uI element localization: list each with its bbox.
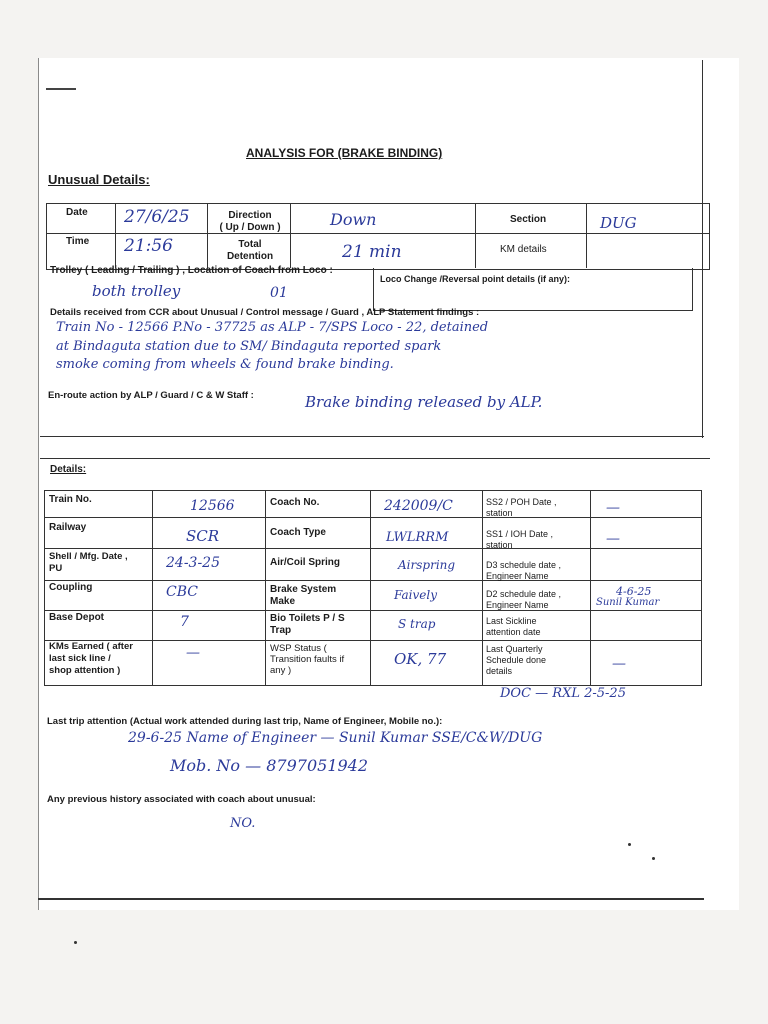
ccr-line-3: smoke coming from wheels & found brake binding. xyxy=(56,357,394,372)
date-value: 27/6/25 xyxy=(124,207,190,227)
shell-mfg-value: 24-3-25 xyxy=(166,555,220,571)
grid-line xyxy=(370,490,371,685)
shell-mfg-label: Shell / Mfg. Date , PU xyxy=(49,551,128,574)
doc-note: DOC — RXL 2-5-25 xyxy=(500,686,626,701)
pen-mark xyxy=(46,88,76,90)
grid-line xyxy=(207,203,208,268)
time-value: 21:56 xyxy=(124,236,173,256)
date-label: Date xyxy=(66,207,88,218)
grid-line xyxy=(44,517,701,518)
kms-earned-label: KMs Earned ( after last sick line / shop attention ) xyxy=(49,641,133,676)
detention-label: Total Detention xyxy=(226,239,274,262)
section-label: Section xyxy=(510,214,547,225)
grid-line xyxy=(115,203,116,268)
ccr-line-1: Train No - 12566 P.No - 37725 as ALP - 7/SPS Loco - 22, detained xyxy=(56,320,489,335)
details-heading: Details: xyxy=(50,464,87,475)
railway-label: Railway xyxy=(49,522,87,533)
page-border xyxy=(702,60,703,438)
ss2-label: SS2 / POH Date , station xyxy=(486,497,557,518)
ccr-line-2: at Bindaguta station due to SM/ Bindaguta reported spark xyxy=(56,339,442,354)
coach-no-value: 242009/C xyxy=(384,498,453,514)
last-trip-line-1: 29-6-25 Name of Engineer — Sunil Kumar SSE/C&W/DUG xyxy=(128,730,543,746)
grid-line xyxy=(590,490,591,685)
brake-system-value: Faively xyxy=(394,588,438,602)
direction-label: Direction ( Up / Down ) xyxy=(219,210,281,233)
wsp-status-label: WSP Status ( Transition faults if any ) xyxy=(270,643,345,676)
ss2-value: — xyxy=(606,500,620,516)
coupling-label: Coupling xyxy=(49,582,93,593)
grid-line xyxy=(44,640,701,641)
train-no-value: 12566 xyxy=(190,498,235,514)
spring-value: Airspring xyxy=(398,558,456,572)
coach-type-value: LWLRRM xyxy=(386,530,449,545)
enroute-label: En-route action by ALP / Guard / C & W Staff : xyxy=(48,390,254,401)
last-trip-line-2: Mob. No — 8797051942 xyxy=(170,756,369,775)
bottom-border xyxy=(38,898,704,900)
quarterly-label: Last Quarterly Schedule done details xyxy=(486,644,547,676)
grid-line xyxy=(46,233,710,234)
history-value: NO. xyxy=(230,816,256,831)
ss1-label: SS1 / IOH Date , station xyxy=(486,529,554,550)
history-label: Any previous history associated with coach about unusual: xyxy=(47,794,316,805)
grid-line xyxy=(482,490,483,685)
ss1-value: — xyxy=(606,531,620,547)
grid-line xyxy=(692,268,693,310)
document-title: ANALYSIS FOR (BRAKE BINDING) xyxy=(246,146,443,160)
train-no-label: Train No. xyxy=(49,494,92,505)
section-divider xyxy=(40,458,710,459)
base-depot-label: Base Depot xyxy=(49,612,105,623)
grid-line xyxy=(152,490,153,685)
d2-engineer-name: Sunil Kumar xyxy=(596,597,660,608)
location-value: 01 xyxy=(270,285,288,301)
details-grid xyxy=(44,490,702,686)
coupling-value: CBC xyxy=(166,584,198,600)
grid-line xyxy=(44,548,701,549)
last-trip-label: Last trip attention (Actual work attended during last trip, Name of Engineer, Mobile no.): xyxy=(47,716,443,727)
ink-dot xyxy=(74,941,77,944)
ink-dot xyxy=(628,843,631,846)
grid-line xyxy=(44,610,701,611)
brake-system-label: Brake System Make xyxy=(270,584,337,607)
direction-value: Down xyxy=(330,210,377,229)
quarterly-value: — xyxy=(612,656,626,672)
bio-toilets-value: S trap xyxy=(398,617,436,631)
wsp-status-value: OK, 77 xyxy=(394,650,447,668)
section-divider xyxy=(40,436,704,437)
grid-line xyxy=(586,203,587,268)
section-heading-unusual: Unusual Details: xyxy=(48,172,150,187)
coach-type-label: Coach Type xyxy=(270,527,326,538)
detention-value: 21 min xyxy=(342,242,402,262)
trolley-value: both trolley xyxy=(92,282,181,300)
sickline-label: Last Sickline attention date xyxy=(486,616,541,637)
enroute-value: Brake binding released by ALP. xyxy=(305,393,543,411)
coach-no-label: Coach No. xyxy=(270,497,320,508)
spring-label: Air/Coil Spring xyxy=(270,557,340,568)
time-label: Time xyxy=(66,236,90,247)
d3-schedule-label: D3 schedule date , Engineer Name xyxy=(486,560,562,581)
grid-line xyxy=(290,203,291,268)
bio-toilets-label: Bio Toilets P / S Trap xyxy=(270,613,345,636)
grid-line xyxy=(44,580,701,581)
trolley-label: Trolley ( Leading / Trailing ) , Location of Coach from Loco : xyxy=(50,265,333,276)
km-details-label: KM details xyxy=(500,244,547,255)
loco-change-label: Loco Change /Reversal point details (if any): xyxy=(380,274,571,284)
ink-dot xyxy=(652,857,655,860)
d2-schedule-label: D2 schedule date , Engineer Name xyxy=(486,589,562,610)
grid-line xyxy=(373,268,374,310)
kms-earned-value: — xyxy=(186,645,200,661)
section-value: DUG xyxy=(600,214,637,232)
base-depot-value: 7 xyxy=(180,614,189,630)
ccr-details-label: Details received from CCR about Unusual / Control message / Guard , ALP Statement findings : xyxy=(50,307,480,318)
grid-line xyxy=(265,490,266,685)
railway-value: SCR xyxy=(186,527,220,545)
d2-schedule-date: 4-6-25 xyxy=(616,585,652,598)
grid-line xyxy=(475,203,476,268)
